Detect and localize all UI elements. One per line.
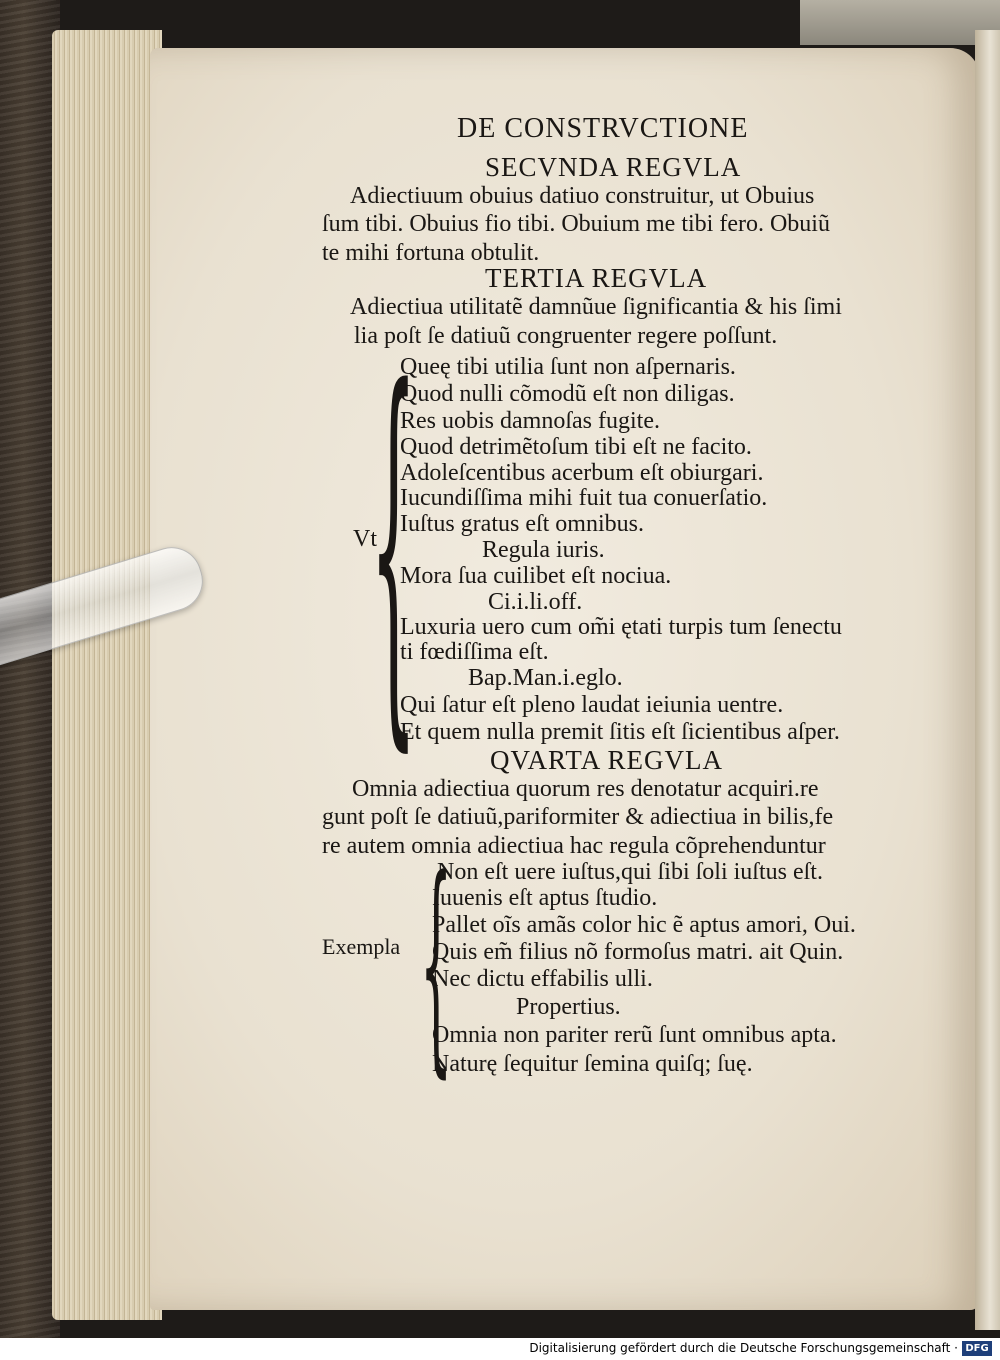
example-line: Quod detrimẽtoſum tibi eſt ne facito. (400, 434, 752, 460)
bracket-label-exempla: Exempla (322, 934, 401, 959)
text-line: gunt poſt ſe datiuũ,pariformiter & adiectiua in bilis,fe (322, 804, 834, 830)
page-edges (52, 30, 162, 1320)
example-line: Qui ſatur eſt pleno laudat ieiunia uentre. (400, 692, 784, 718)
curly-brace: { (420, 831, 453, 1098)
curly-brace: { (370, 306, 417, 784)
example-line: Pallet oĩs amãs color hic ẽ aptus amori, Oui. (432, 912, 856, 938)
section-heading-secunda: SECVNDA REGVLA (485, 152, 742, 182)
bracket-label-vt: Vt (353, 526, 377, 552)
example-line: Adoleſcentibus acerbum eſt obiurgari. (400, 460, 764, 486)
example-line: Iuſtus gratus eſt omnibus. (400, 511, 644, 537)
example-source: Ci.i.li.off. (488, 589, 583, 615)
footer-credit: Digitalisierung gefördert durch die Deutsche Forschungsgemeinschaft · (529, 1341, 958, 1355)
section-heading-quarta: QVARTA REGVLA (490, 745, 723, 775)
page-title: DE CONSTRVCTIONE (457, 113, 749, 144)
text-line: Adiectiuum obuius datiuo construitur, ut Obuius (350, 183, 815, 209)
example-line: Naturę ſequitur ſemina quiſq; ſuę. (432, 1051, 753, 1077)
example-line: Omnia non pariter rerũ ſunt omnibus apta. (432, 1022, 837, 1048)
example-source: Propertius. (516, 994, 621, 1020)
text-line: Adiectiua utilitatẽ damnũue ſignificantia & his ſimi (350, 294, 842, 320)
dfg-logo-icon: DFG (962, 1341, 992, 1356)
book-cover-left (0, 0, 60, 1340)
example-line: Quod nulli cõmodũ eſt non diligas. (400, 381, 735, 407)
text-line: re autem omnia adiectiua hac regula cõprehenduntur (322, 833, 826, 859)
text-line: Omnia adiectiua quorum res denotatur acquiri.re (352, 776, 819, 802)
section-heading-tertia: TERTIA REGVLA (485, 263, 708, 293)
example-line: Queę tibi utilia ſunt non aſpernaris. (400, 354, 736, 380)
footer-bar (0, 1338, 1000, 1360)
example-line: Et quem nulla premit ſitis eſt ſicientibus aſper. (400, 719, 840, 745)
example-source: Bap.Man.i.eglo. (468, 665, 623, 691)
top-strip (800, 0, 1000, 45)
example-line: ti fœdiſſima eſt. (400, 639, 549, 665)
text-line: te mihi fortuna obtulit. (322, 240, 540, 266)
example-line: Luxuria uero cum om̃i ętati turpis tum ſenectu (400, 614, 842, 640)
example-line: Iucundiſſima mihi fuit tua conuerſatio. (400, 485, 768, 511)
example-line: Res uobis damnoſas fugite. (400, 408, 660, 434)
example-line: Non eſt uere iuſtus,qui ſibi ſoli iuſtus eſt. (437, 859, 823, 885)
example-line: Iuuenis eſt aptus ſtudio. (432, 885, 658, 911)
example-source: Regula iuris. (482, 537, 605, 563)
example-line: Quis em̃ filius nõ formoſus matri. ait Quin. (432, 939, 844, 965)
book-gutter (975, 30, 1000, 1330)
text-line: lia poſt ſe datiuũ congruenter regere poſſunt. (354, 323, 778, 349)
text-line: ſum tibi. Obuius fio tibi. Obuium me tibi fero. Obuiũ (322, 211, 830, 237)
example-line: Mora ſua cuilibet eſt nociua. (400, 563, 672, 589)
example-line: Nec dictu effabilis ulli. (432, 966, 653, 992)
